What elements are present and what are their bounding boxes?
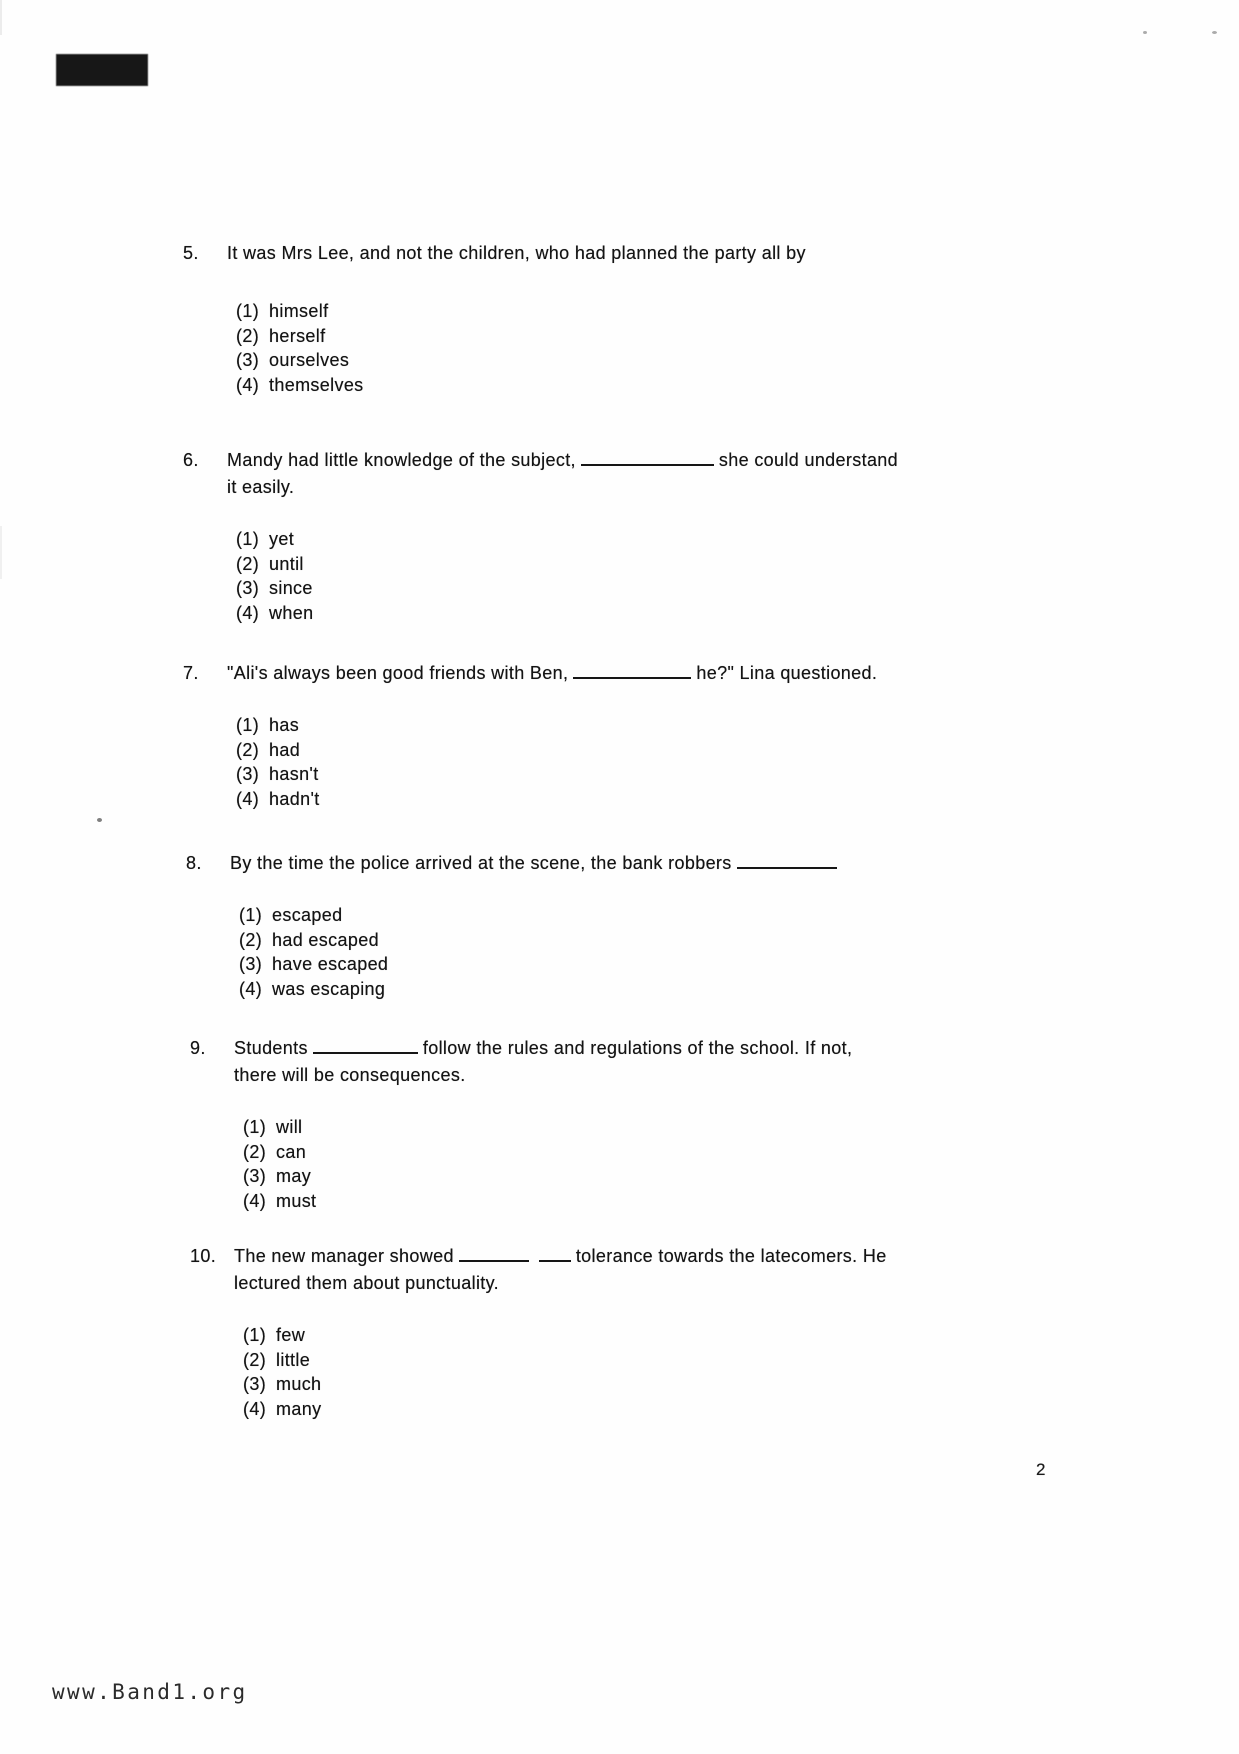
option-marker: (2) (239, 929, 263, 950)
option-label: have escaped (272, 954, 389, 974)
option-marker: (4) (236, 602, 260, 623)
text-segment: lectured them about punctuality. (234, 1273, 500, 1293)
option-row (243, 1397, 1164, 1422)
question-body (227, 447, 1157, 625)
option-label: had (269, 739, 301, 760)
option-marker: (3) (243, 1374, 267, 1394)
option-marker: (1) (236, 715, 260, 735)
option-label: escaped (272, 905, 343, 925)
answer-blank (573, 660, 691, 679)
question-number: 7. (183, 663, 199, 683)
question-number: 6. (183, 450, 199, 470)
options-list (243, 1323, 1164, 1421)
text-segment: It was Mrs Lee, and not the children, who had planned the party all by (227, 243, 806, 263)
option-row (236, 348, 1157, 373)
option-row (236, 576, 1157, 601)
option-label: until (269, 553, 304, 574)
answer-blank (313, 1035, 418, 1054)
question-number: 10. (190, 1246, 217, 1266)
question-number: 8. (186, 853, 202, 873)
option-row (236, 787, 1157, 812)
text-segment: "Ali's always been good friends with Ben, (227, 663, 569, 683)
text-segment: there will be consequences. (234, 1065, 466, 1085)
option-row (243, 1140, 1164, 1165)
question-body (234, 1035, 1164, 1213)
question (183, 240, 1157, 397)
answer-blank (737, 850, 837, 869)
option-label: has (269, 715, 300, 735)
watermark-url: www.Band1.org (52, 1680, 248, 1704)
option-marker: (2) (243, 1141, 267, 1162)
text-segment: By the time the police arrived at the scene, the bank robbers (230, 853, 732, 873)
option-label: many (276, 1398, 322, 1419)
option-row (243, 1164, 1164, 1189)
question-text (230, 850, 1160, 877)
option-marker: (4) (243, 1190, 267, 1211)
question-body (227, 660, 1157, 811)
option-marker: (3) (239, 954, 263, 974)
option-marker: (4) (236, 788, 260, 809)
option-row (236, 373, 1157, 398)
option-row (243, 1115, 1164, 1140)
option-row (243, 1348, 1164, 1373)
option-label: had escaped (272, 929, 379, 950)
option-label: hadn't (269, 788, 320, 809)
option-row (239, 928, 1160, 953)
question (190, 1035, 1164, 1213)
question-text-line (227, 447, 1157, 474)
option-row (236, 527, 1157, 552)
question-number: 9. (190, 1038, 206, 1058)
question-text-line (234, 1062, 1164, 1089)
option-row (243, 1372, 1164, 1397)
text-segment: she could understand (718, 450, 899, 470)
option-row (239, 952, 1160, 977)
option-label: when (269, 602, 314, 623)
option-label: will (276, 1117, 303, 1137)
text-segment: Students (234, 1038, 308, 1058)
question-number: 5. (183, 243, 199, 263)
option-label: since (269, 578, 313, 598)
option-row (236, 713, 1157, 738)
option-label: himself (269, 301, 329, 321)
answer-blank (459, 1243, 529, 1262)
question-text-line (227, 660, 1157, 687)
option-label: herself (269, 325, 326, 346)
text-segment: he?" Lina questioned. (696, 663, 878, 683)
option-label: must (276, 1190, 317, 1211)
options-list (239, 903, 1160, 1001)
question-text-line (234, 1035, 1164, 1062)
option-row (236, 762, 1157, 787)
question-text (227, 240, 1157, 267)
question (183, 447, 1157, 625)
option-label: may (276, 1166, 312, 1186)
question-text (227, 660, 1157, 687)
option-marker: (1) (243, 1325, 267, 1345)
question-text (234, 1035, 1164, 1089)
options-list (236, 299, 1157, 397)
option-marker: (2) (236, 739, 260, 760)
option-marker: (3) (236, 350, 260, 370)
question-text-line (227, 240, 1157, 267)
option-marker: (3) (243, 1166, 267, 1186)
option-row (243, 1323, 1164, 1348)
page-number: 2 (1036, 1460, 1046, 1479)
question-body (234, 1243, 1164, 1421)
option-label: was escaping (272, 978, 386, 999)
option-marker: (4) (239, 978, 263, 999)
option-label: themselves (269, 374, 364, 395)
option-marker: (1) (236, 529, 260, 549)
option-row (239, 977, 1160, 1002)
option-row (239, 903, 1160, 928)
question-body (230, 850, 1160, 1001)
question-text (234, 1243, 1164, 1297)
option-row (236, 738, 1157, 763)
question-text-line (234, 1243, 1164, 1270)
text-segment: The new manager showed (234, 1246, 454, 1266)
option-row (236, 552, 1157, 577)
option-marker: (3) (236, 764, 260, 784)
option-marker: (1) (236, 301, 260, 321)
question (186, 850, 1160, 1001)
option-label: can (276, 1141, 307, 1162)
question-text (227, 447, 1157, 501)
option-marker: (4) (236, 374, 260, 395)
text-segment: follow the rules and regulations of the school. If not, (422, 1038, 853, 1058)
option-label: much (276, 1374, 322, 1394)
text-segment: tolerance towards the latecomers. He (575, 1246, 887, 1266)
text-segment: it easily. (227, 477, 295, 497)
option-label: ourselves (269, 350, 350, 370)
question-text-line (234, 1270, 1164, 1297)
option-row (236, 324, 1157, 349)
answer-blank (539, 1243, 571, 1262)
text-segment: Mandy had little knowledge of the subject, (227, 450, 576, 470)
question (190, 1243, 1164, 1421)
option-label: hasn't (269, 764, 319, 784)
option-label: few (276, 1325, 306, 1345)
option-marker: (1) (239, 905, 263, 925)
option-marker: (4) (243, 1398, 267, 1419)
options-list (236, 527, 1157, 625)
option-label: little (276, 1349, 311, 1370)
question (183, 660, 1157, 811)
option-marker: (2) (243, 1349, 267, 1370)
option-marker: (2) (236, 553, 260, 574)
option-row (243, 1189, 1164, 1214)
options-list (236, 713, 1157, 811)
question-body (227, 240, 1157, 397)
option-row (236, 299, 1157, 324)
option-marker: (3) (236, 578, 260, 598)
options-list (243, 1115, 1164, 1213)
answer-blank (581, 447, 714, 466)
question-text-line (227, 474, 1157, 501)
option-marker: (1) (243, 1117, 267, 1137)
option-row (236, 601, 1157, 626)
question-text-line (230, 850, 1160, 877)
option-label: yet (269, 529, 295, 549)
option-marker: (2) (236, 325, 260, 346)
